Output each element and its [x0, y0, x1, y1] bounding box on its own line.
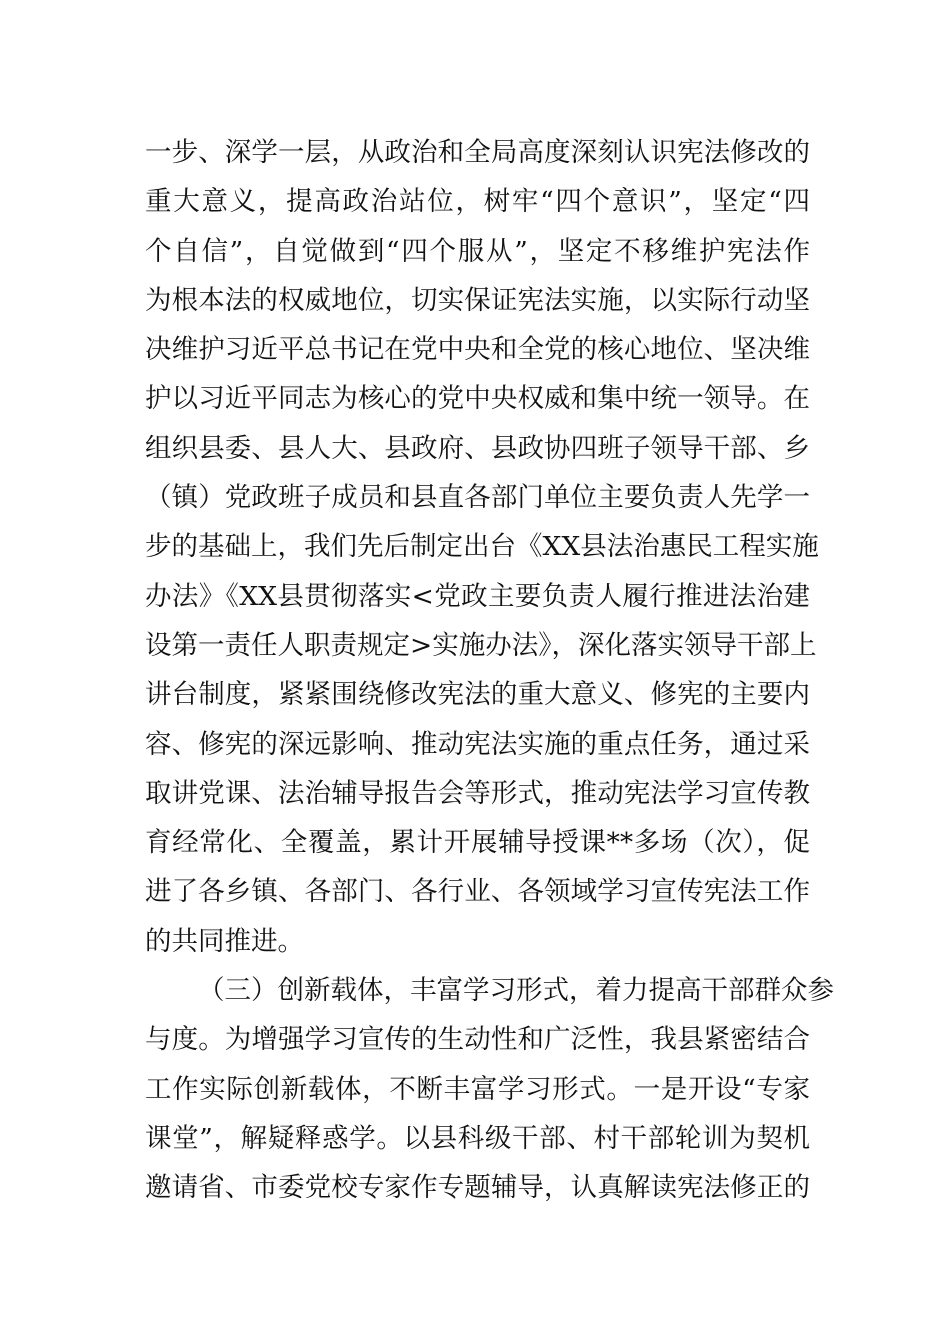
- text-line: 工作实际创新载体，不断丰富学习形式。一是开设“专家: [145, 1073, 810, 1105]
- text-line: 邀请省、市委党校专家作专题辅导，认真解读宪法修正的: [145, 1172, 810, 1204]
- text-line: 步的基础上，我们先后制定出台《XX县法治惠民工程实施: [145, 531, 819, 563]
- text-line: 个自信”，自觉做到“四个服从”，坚定不移维护宪法作: [145, 235, 810, 267]
- text-line: 决维护习近平总书记在党中央和全党的核心地位、坚决维: [145, 334, 810, 366]
- text-line: 为根本法的权威地位，切实保证宪法实施，以实际行动坚: [145, 284, 810, 316]
- text-line: 与度。为增强学习宣传的生动性和广泛性，我县紧密结合: [145, 1024, 810, 1056]
- text-line: 课堂”，解疑释惑学。以县科级干部、村干部轮训为契机: [145, 1122, 810, 1154]
- text-line: 进了各乡镇、各部门、各行业、各领域学习宣传宪法工作: [145, 876, 810, 908]
- text-line: 取讲党课、法治辅导报告会等形式，推动宪法学习宣传教: [145, 777, 810, 809]
- text-line: 容、修宪的深远影响、推动宪法实施的重点任务，通过采: [145, 728, 810, 760]
- text-line: 育经常化、全覆盖，累计开展辅导授课**多场（次），促: [145, 827, 810, 859]
- text-line: 组织县委、县人大、县政府、县政协四班子领导干部、乡: [145, 432, 810, 464]
- paragraph-2: [145, 966, 834, 1212]
- text-line: 讲台制度，紧紧围绕修改宪法的重大意义、修宪的主要内: [145, 679, 810, 711]
- paragraph-1: [145, 128, 819, 966]
- section-heading-line: （三）创新载体，丰富学习形式，着力提高干部群众参: [198, 975, 834, 1007]
- text-line: 重大意义，提高政治站位，树牢“四个意识”，坚定“四: [145, 186, 810, 218]
- text-line: 的共同推进。: [145, 925, 304, 957]
- text-line: 一步、深学一层，从政治和全局高度深刻认识宪法修改的: [145, 137, 810, 168]
- text-line: 办法》《XX县贯彻落实<党政主要负责人履行推进法治建: [145, 580, 810, 612]
- text-line: 护以习近平同志为核心的党中央权威和集中统一领导。在: [145, 383, 810, 415]
- text-line: （镇）党政班子成员和县直各部门单位主要负责人先学一: [145, 482, 810, 514]
- document-body: [145, 128, 834, 1213]
- text-line: 设第一责任人职责规定>实施办法》，深化落实领导干部上: [145, 629, 817, 661]
